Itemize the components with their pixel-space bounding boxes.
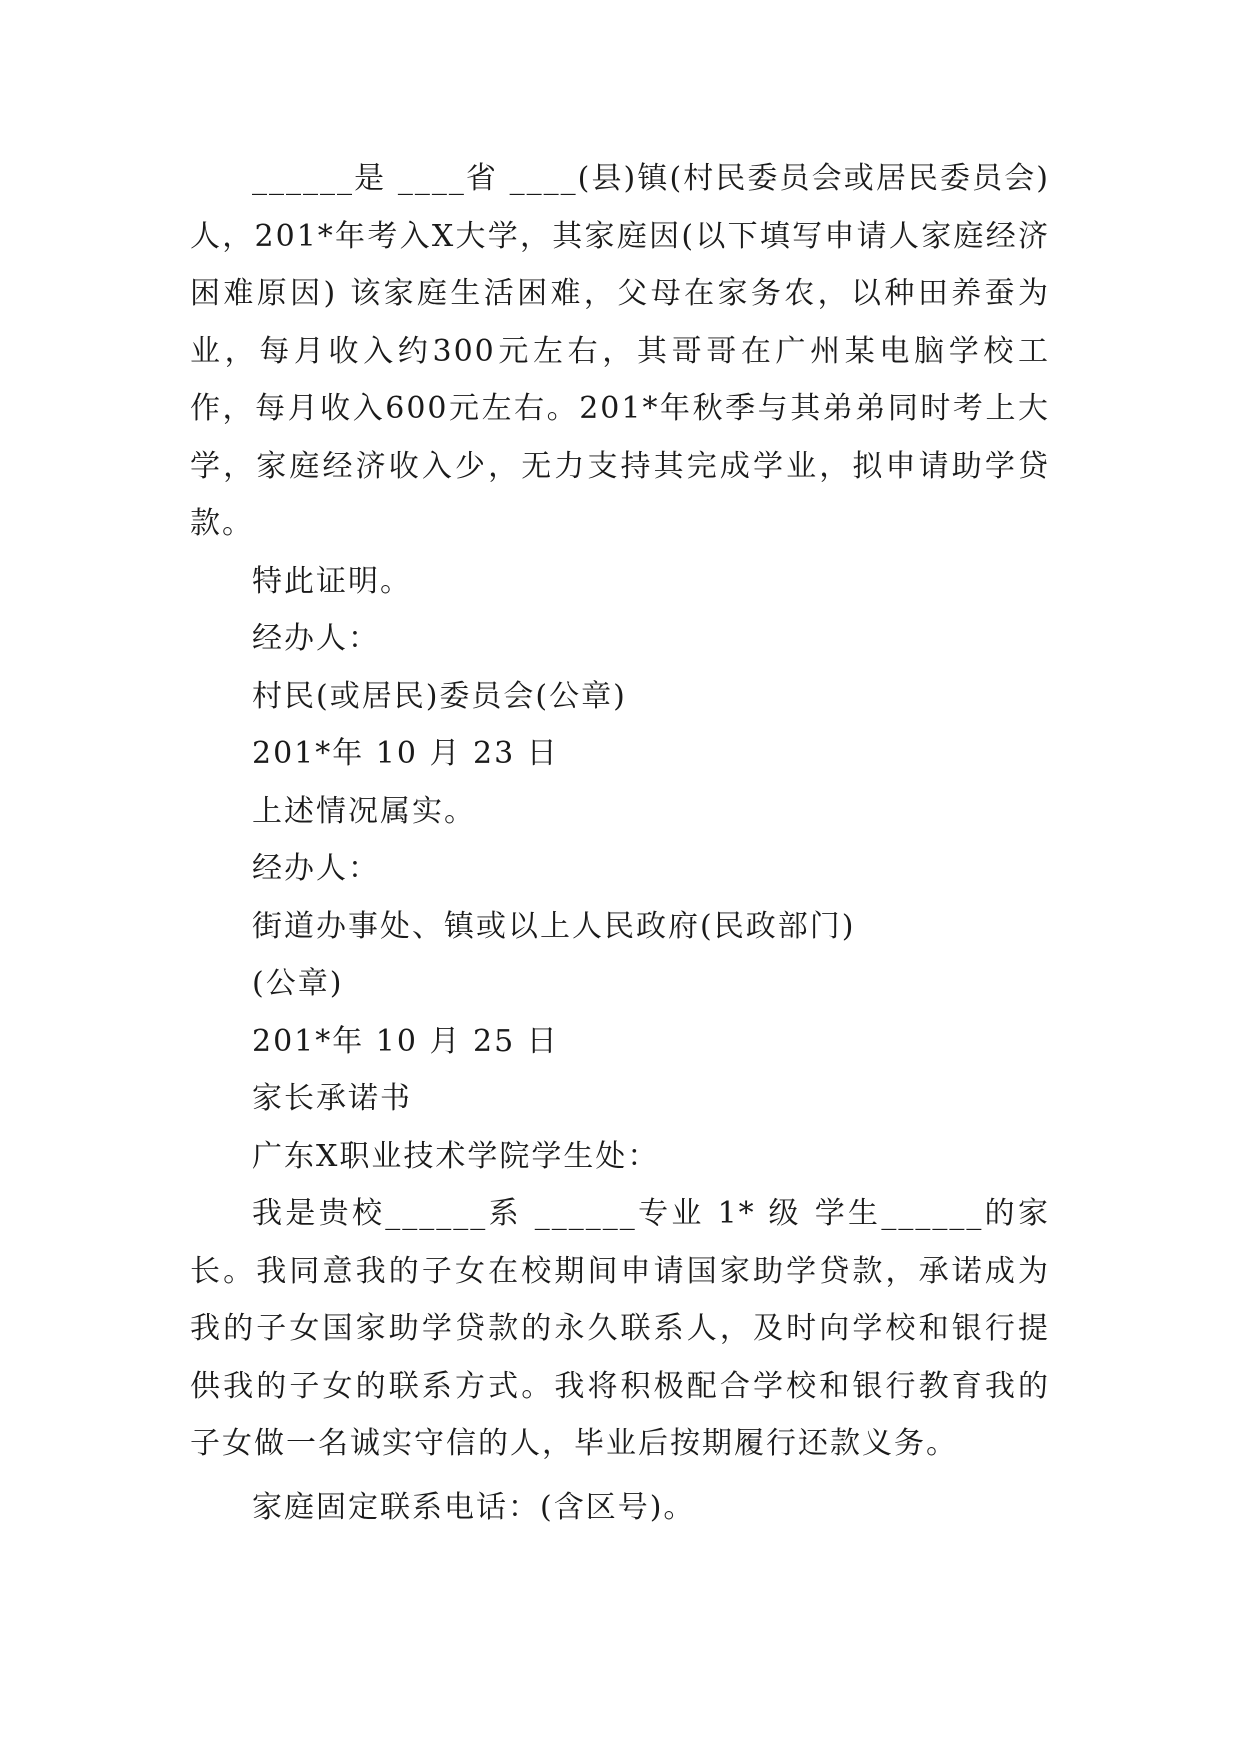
pledge-title: 家长承诺书	[252, 1081, 412, 1116]
certification-paragraph: ______是 ____省 ____(县)镇(村民委员会或居民委员会)人，201*年考入X大学，其家庭因(以下填写申请人家庭经济困难原因) 该家庭生活困难，父母在家务农，以种田养蚕为业，每月收入约300元左右，其哥哥在广州某电脑学校工作，每月收入600元左右。201*年秋季与其弟弟同时考上大学，家庭经济收入少，无力支持其完成学业，拟申请助学贷款。	[190, 161, 1050, 541]
certification-closing: 特此证明。	[252, 563, 412, 599]
committee-seal-label: 村民(或居民)委员会(公章)	[252, 678, 627, 714]
date-1: 201*年 10 月 23 日	[252, 736, 559, 771]
handler-label-1: 经办人：	[252, 621, 380, 656]
date-2: 201*年 10 月 25 日	[252, 1023, 559, 1059]
verification-statement: 上述情况属实。	[252, 793, 476, 829]
phone-line: 家庭固定联系电话：(含区号)。	[252, 1489, 696, 1525]
document-body	[190, 150, 1050, 1536]
seal-label: (公章)	[252, 966, 344, 1001]
pledge-addressee: 广东X职业技术学院学生处：	[252, 1138, 660, 1174]
handler-label-2: 经办人：	[252, 851, 380, 886]
pledge-paragraph: 我是贵校______系 ______专业 1* 级 学生______的家长。我同意我的子女在校期间申请国家助学贷款，承诺成为我的子女国家助学贷款的永久联系人，及时向学校和银行提供我的子女的联系方式。我将积极配合学校和银行教育我的子女做一名诚实守信的人，毕业后按期履行还款义务。	[190, 1196, 1050, 1461]
government-office-label: 街道办事处、镇或以上人民政府(民政部门)	[252, 908, 856, 944]
